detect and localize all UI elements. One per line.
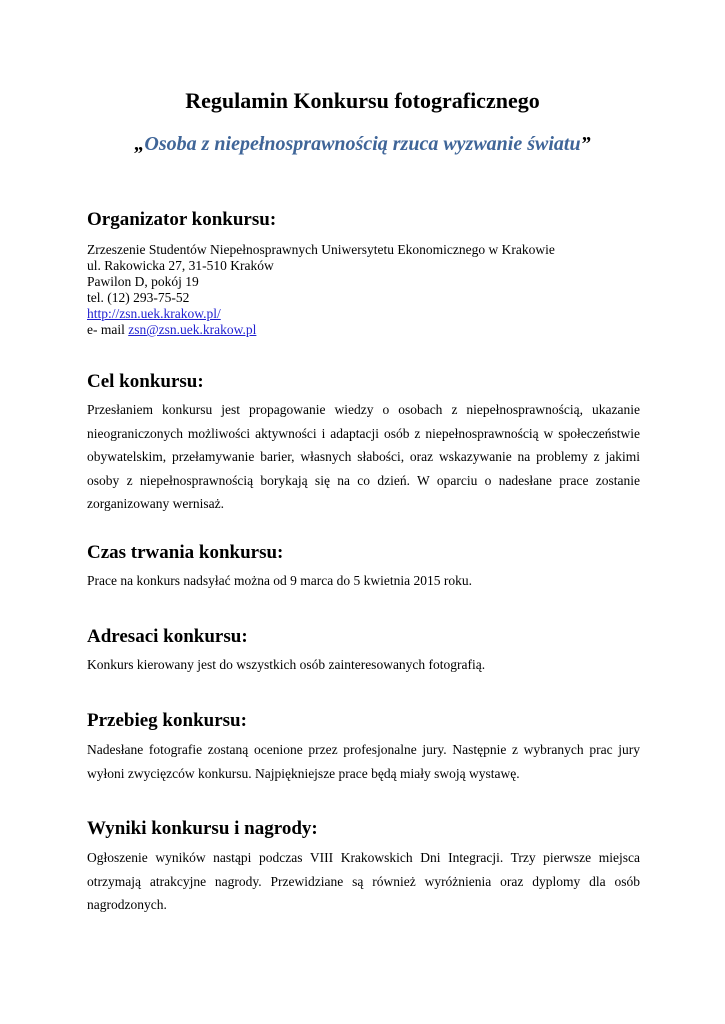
subtitle-open-quote: „	[134, 133, 145, 155]
duration-heading: Czas trwania konkursu:	[87, 542, 284, 563]
course-text: Nadesłane fotografie zostaną ocenione przez profesjonalne jury. Następnie z wybranych prac jury wyłoni zwycięzców konkursu. Najpiękniejsze prace będą miały swoją wystawę.	[87, 742, 640, 781]
course-section	[87, 709, 640, 785]
goal-text: Przesłaniem konkursu jest propagowanie wiedzy o osobach z niepełnosprawnością, ukazanie nieograniczonych możliwości aktywności i adaptacji osób z niepełnosprawnością w społeczeństwie obywatelskim, przełamywanie barier, własnych słabości, oraz wskazywanie na problemy z jakimi osoby z niepełnosprawnością borykają się na co dzień. W oparciu o nadesłane prace zostanie zorganizowany wernisaż.	[87, 402, 640, 511]
organizer-website-link[interactable]: http://zsn.uek.krakow.pl/	[87, 306, 221, 321]
results-section	[87, 817, 640, 917]
organizer-email-line	[87, 322, 640, 338]
email-label: e- mail	[87, 322, 125, 337]
organizer-phone: tel. (12) 293-75-52	[87, 290, 190, 305]
organizer-address: ul. Rakowicka 27, 31-510 Kraków	[87, 258, 274, 273]
organizer-room: Pawilon D, pokój 19	[87, 274, 199, 289]
organizer-section	[87, 208, 640, 338]
duration-section	[87, 541, 640, 593]
results-heading: Wyniki konkursu i nagrody:	[87, 818, 318, 839]
results-text: Ogłoszenie wyników nastąpi podczas VIII Krakowskich Dni Integracji. Trzy pierwsze miejsca otrzymają atrakcyjne nagrody. Przewidziane są również wyróżnienia oraz dyplomy dla osób nagrodzonych.	[87, 850, 640, 912]
goal-heading: Cel konkursu:	[87, 371, 204, 392]
organizer-heading: Organizator konkursu:	[87, 209, 277, 230]
course-heading: Przebieg konkursu:	[87, 710, 247, 731]
organizer-email-link[interactable]: zsn@zsn.uek.krakow.pl	[128, 322, 257, 337]
document-subtitle	[0, 133, 725, 156]
audience-section	[87, 625, 640, 677]
document-title: Regulamin Konkursu fotograficznego	[185, 88, 540, 113]
audience-text: Konkurs kierowany jest do wszystkich osób zainteresowanych fotografią.	[87, 657, 486, 672]
organizer-name: Zrzeszenie Studentów Niepełnosprawnych Uniwersytetu Ekonomicznego w Krakowie	[87, 242, 555, 257]
duration-text: Prace na konkurs nadsyłać można od 9 marca do 5 kwietnia 2015 roku.	[87, 573, 473, 588]
subtitle-text: Osoba z niepełnosprawnością rzuca wyzwanie światu	[144, 133, 581, 155]
audience-heading: Adresaci konkursu:	[87, 626, 248, 647]
goal-section	[87, 370, 640, 516]
subtitle-close-quote: ”	[580, 133, 591, 155]
